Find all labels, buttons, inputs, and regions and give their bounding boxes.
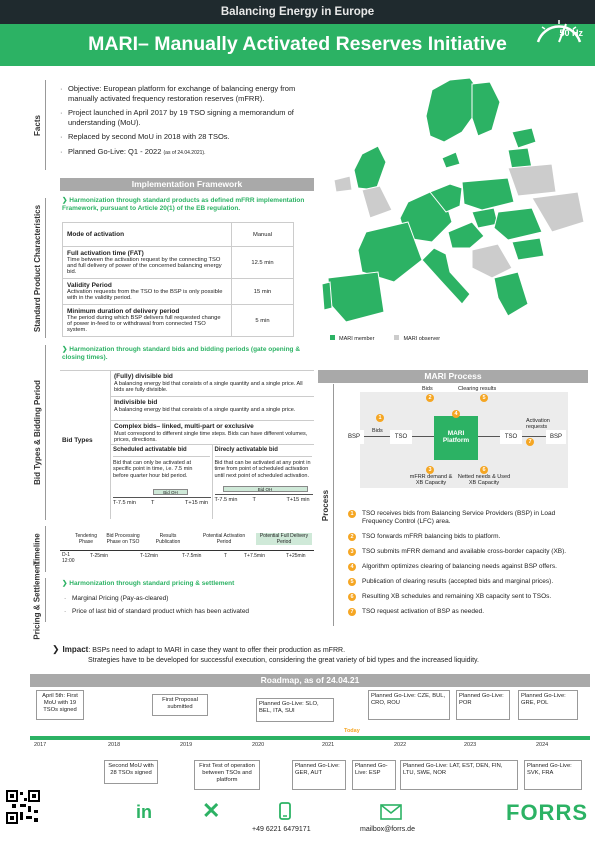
process-step: 5 Publication of clearing results (accepted bids and marginal prices). — [348, 578, 584, 586]
process-side-label: Process — [318, 384, 334, 626]
bid-types-box — [60, 370, 314, 518]
timeline-event: Tendering Phase — [75, 533, 97, 545]
phone-icon[interactable] — [276, 802, 294, 820]
bid-types-label: Bid Types — [62, 437, 93, 444]
table-row: Full activation time (FAT) Time between the activation request by the connecting TSO and full delivery of power of the concerned balancing energy bid. 12.5 min — [63, 247, 294, 279]
timeline-tick: T-7.5min — [182, 553, 202, 559]
bid-type-item: (Fully) divisible bid A balancing energy bid that consists of a single quantity and a single price. All bids are fully divisible. — [111, 371, 314, 397]
table-row: Validity Period Activation requests from the TSO to the BSP is only possible with in the validity period. 15 min — [63, 279, 294, 305]
mari-platform: MARI Platform — [434, 416, 478, 460]
timeline-tick: T-25min — [90, 553, 109, 559]
timeline-event: Potential Activation Period — [202, 533, 246, 545]
table-row: Minimum duration of delivery period The period during which BSP delivers full requested change of power in-feed to or withdrawal from connected TSO system. 5 min — [63, 305, 294, 337]
pricing-list — [64, 594, 314, 621]
email-link[interactable]: mailbox@forrs.de — [360, 826, 415, 833]
process-step: 3 TSO submits mFRR demand and available cross-border capacity (XB). — [348, 548, 584, 556]
fact-item: · Replaced by second MoU in 2018 with 28 TSOs. — [60, 132, 325, 142]
timeline-side-label: Timeline — [30, 526, 46, 572]
facts-list — [60, 84, 325, 163]
roadmap-milestone: Planned Go-Live: SVK, FRA — [524, 760, 582, 790]
bid-type-item: Complex bids– linked, multi-part or exclusive Must correspond to different single time steps. Bids can have different volumes, prices, directions. — [111, 421, 314, 445]
roadmap-milestone: Planned Go-Live: POR — [456, 690, 510, 720]
timeline-event: Bid Processing Phase on TSO — [106, 533, 140, 545]
bids-note: ❯ Harmonization through standard bids and bidding periods (gate opening & closing times). — [62, 346, 301, 361]
tso-right: TSO — [500, 430, 522, 444]
timeline-diagram — [60, 528, 314, 572]
header-subtitle: Balancing Energy in Europe — [220, 6, 375, 18]
spc-note: ❯ Harmonization through standard products as defined mFRR implementation Framework, pursuant to Article 20(1) of the EB regulation. — [62, 197, 305, 212]
fact-item: · Objective: European platform for exchange of balancing energy from manually activated frequency restoration reserves (mFRR). — [60, 84, 325, 103]
impact-text: ❯ Impact: BSPs need to adapt to MARI in case they want to offer their production as mFRR. Strategies have to be developed for successful execution, considering the great variety of bid types and the increased liquidity. — [52, 644, 479, 664]
roadmap-milestone: Planned Go-Live: GRE, POL — [518, 690, 578, 720]
timeline-tick: T-12min — [140, 553, 159, 559]
process-diagram: BSP TSO MARI Platform TSO BSP Bids Bids Clearing results Activation requests mFRR demand & XB Capacity Netted needs & Used XB Capacity 1 2 3 4 5 6 7 — [340, 386, 588, 494]
pricing-side-label: Pricing & Settlement — [30, 578, 46, 622]
process-step: 1 TSO receives bids from Balancing Service Providers (BSP) in Load Frequency Control (LFC) area. — [348, 510, 584, 526]
today-marker: Today — [344, 728, 360, 734]
fact-item: · Planned Go-Live: Q1 - 2022 (as of 24.04.2021). — [60, 147, 325, 159]
legend-observer: MARI observer — [394, 335, 440, 342]
mari-process-bar: MARI Process — [318, 370, 588, 383]
bsp-left: BSP — [344, 430, 364, 444]
roadmap-milestone: Planned Go-Live: ESP — [352, 760, 396, 790]
europe-map — [322, 72, 590, 344]
roadmap-milestone: Planned Go-Live: LAT, EST, DEN, FIN, LTU, SWE, NOR — [400, 760, 518, 790]
pricing-item: · Marginal Pricing (Pay-as-cleared) — [64, 594, 314, 604]
tso-left: TSO — [390, 430, 412, 444]
qr-code-icon[interactable] — [6, 790, 40, 824]
pricing-item: · Price of last bid of standard product which has been activated — [64, 607, 314, 617]
process-step: 7 TSO request activation of BSP as needed. — [348, 608, 584, 616]
roadmap-milestone: First Test of operation between TSOs and platform — [194, 760, 260, 790]
gauge-icon — [530, 2, 588, 48]
forrs-logo[interactable]: FORRS — [506, 800, 588, 825]
title-bar — [0, 24, 595, 66]
process-step: 6 Resulting XB schedules and remaining XB capacity sent to TSOs. — [348, 593, 584, 601]
roadmap-bar: Roadmap, as of 24.04.21 — [30, 674, 590, 687]
table-row: Mode of activation Manual — [63, 223, 294, 247]
bsp-right: BSP — [546, 430, 566, 444]
top-header-bar — [0, 0, 595, 24]
fact-item: · Project launched in April 2017 by 19 TSO signing a memorandum of understanding (MoU). — [60, 108, 325, 127]
scheduled-bid: Scheduled activatable bid Bid that can only be activated at specific point in time, i.e. 7.5 min before quarter hour bid period. Bid OH T-7.5 min T T+15 min — [111, 445, 213, 519]
direct-bid: Direcly activatable bid Bid that can be activated at any point in time from point of scheduled activation until next point of scheduled activation. Bid OH T-7.5 min T T+15 min — [214, 447, 311, 503]
pricing-note: ❯ Harmonization through standard pricing & settlement — [62, 580, 235, 587]
bids-side-label: Bid Types & Bidding Period — [30, 345, 46, 520]
timeline-tick: T+25min — [286, 553, 306, 559]
roadmap-milestone: April 5th: First MoU with 19 TSOs signed — [36, 690, 84, 720]
bid-type-item: Indivisible bid A balancing energy bid that consists of a single quantity and a single price. — [111, 397, 314, 421]
mail-icon[interactable] — [380, 804, 402, 820]
roadmap-milestone: Planned Go-Live: SLO, BEL, ITA, SUI — [256, 698, 334, 722]
roadmap-milestone: First Proposal submitted — [152, 694, 208, 716]
legend-member: MARI member — [330, 335, 374, 342]
roadmap-milestone: Second MoU with 28 TSOs signed — [104, 760, 158, 784]
process-step: 4 Algorithm optimizes clearing of balancing needs against BSP offers. — [348, 563, 584, 571]
implementation-framework-bar: Implementation Framework — [60, 178, 314, 191]
phone-number[interactable]: +49 6221 6479171 — [252, 826, 311, 833]
spc-table — [62, 222, 294, 337]
facts-side-label: Facts — [30, 80, 46, 170]
roadmap-axis — [30, 736, 590, 740]
timeline-tick: D-1 12:00 — [62, 552, 75, 564]
map-legend — [330, 335, 440, 342]
process-step: 2 TSO forwards mFRR balancing bids to platform. — [348, 533, 584, 541]
linkedin-icon[interactable]: in — [136, 802, 152, 822]
timeline-event: Results Publication — [155, 533, 181, 545]
process-steps — [348, 510, 584, 623]
xing-icon[interactable]: ✕ — [202, 798, 221, 823]
frequency-label: 50 Hz — [559, 28, 583, 38]
roadmap-milestone: Planned Go-Live: GER, AUT — [292, 760, 346, 790]
roadmap-milestone: Planned Go-Live: CZE, BUL, CRO, ROU — [368, 690, 450, 720]
timeline-tick: T — [224, 553, 228, 559]
timeline-event: Potential Full Delivery Period — [256, 533, 312, 545]
spc-side-label: Standard Product Characteristics — [30, 198, 46, 338]
timeline-tick: T+7.5min — [244, 553, 265, 559]
page-title: MARI– Manually Activated Reserves Initiative — [88, 33, 507, 55]
